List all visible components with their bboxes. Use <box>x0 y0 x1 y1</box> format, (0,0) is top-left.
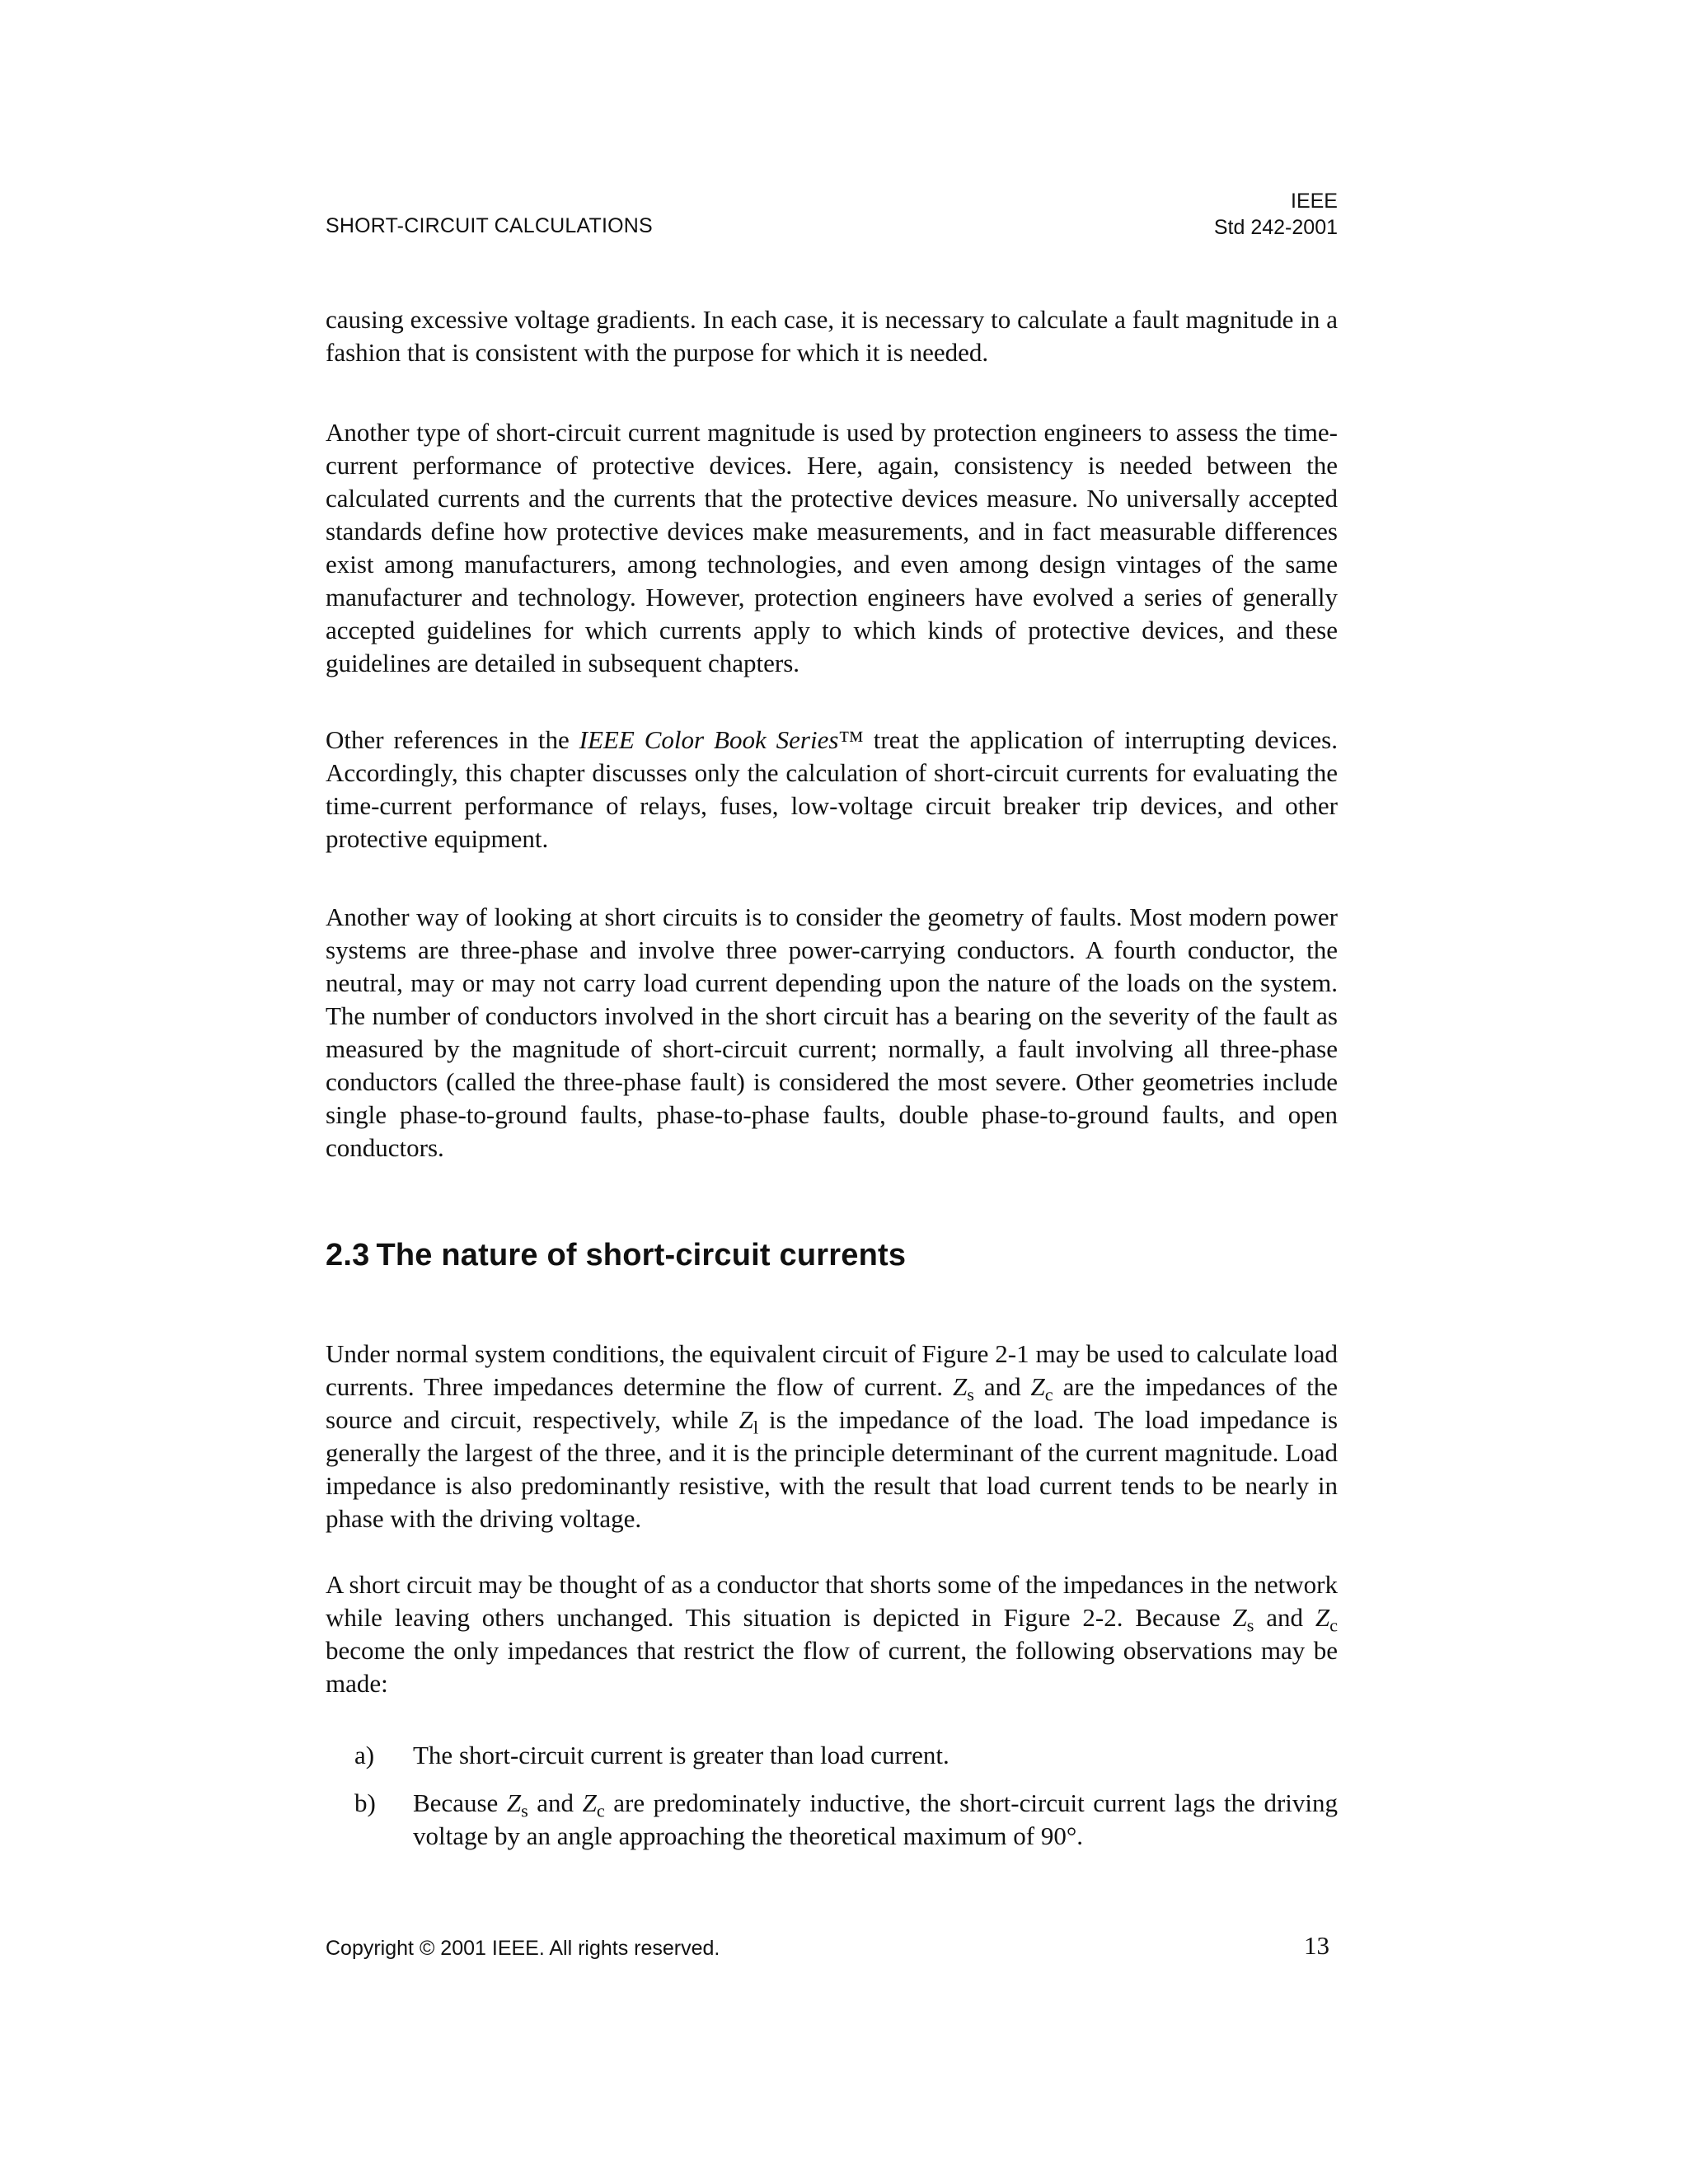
subscript-s: s <box>521 1800 528 1821</box>
paragraph-5-text <box>326 1338 1338 1535</box>
trademark-symbol: ™ <box>838 725 864 754</box>
paragraph-4 <box>326 901 1338 1165</box>
section-title: The nature of short-circuit currents <box>376 1238 907 1272</box>
list-item-b-suffix: are predominately inductive, the short-circuit current lags the driving voltage by an angle approaching the theoretical maximum of 90°. <box>413 1788 1339 1850</box>
list-item-b-prefix: Because <box>413 1788 507 1817</box>
conjunction-and: and <box>973 1372 1031 1401</box>
subscript-s: s <box>1246 1615 1254 1636</box>
running-header-standard <box>1214 188 1338 241</box>
subscript-s: s <box>967 1384 974 1405</box>
paragraph-3-text <box>326 724 1338 855</box>
symbol-z: Z <box>952 1372 968 1401</box>
symbol-z: Z <box>1232 1603 1247 1632</box>
subscript-c: c <box>1044 1384 1053 1405</box>
subscript-c: c <box>596 1800 605 1821</box>
section-number: 2.3 <box>326 1238 370 1272</box>
subscript-c: c <box>1329 1615 1339 1636</box>
symbol-z: Z <box>1030 1372 1045 1401</box>
paragraph-1 <box>326 303 1338 369</box>
paragraph-3-prefix: Other references in the <box>326 725 579 754</box>
paragraph-4-text: Another way of looking at short circuits is to consider the geometry of faults. Most modern power systems are three-phase and involve three power-carrying conductors. A fourth conductor, the neutral, may or may not carry load current depending upon the nature of the loads on the system. The number of conductors involved in the short circuit has a bearing on the severity of the fault as measured by the magnitude of short-circuit current; normally, a fault involving all three-phase conductors (called the three-phase fault) is considered the most severe. Other geometries include single phase-to-ground faults, phase-to-phase faults, double phase-to-ground faults, and open conductors. <box>326 902 1338 1162</box>
symbol-z: Z <box>738 1405 753 1434</box>
list-item-b-text <box>413 1788 1338 1850</box>
page-number: 13 <box>1304 1931 1329 1960</box>
header-org: IEEE <box>1291 190 1338 213</box>
paragraph-3-suffix: treat the application of interrupting devices. Accordingly, this chapter discusses only the calculation of short-circuit currents for evaluating the time-current performance of relays, fuses, low-voltage circuit breaker trip devices, and other protective equipment. <box>326 725 1338 853</box>
paragraph-5-part-a: Under normal system conditions, the equivalent circuit of Figure 2-1 may be used to calculate load currents. Three impedances determine the flow of current. <box>326 1339 1338 1401</box>
paragraph-3 <box>326 724 1338 855</box>
section-heading <box>326 1238 906 1273</box>
paragraph-6-part-b: and <box>1266 1603 1315 1632</box>
paragraph-5-part-c: is the impedance of the load. The load impedance is generally the largest of the three, and it is the principle determinant of the current magnitude. Load impedance is also predominantly resistive, with the result that load current tends to be nearly in phase with the driving voltage. <box>326 1405 1339 1533</box>
paragraph-2-text: Another type of short-circuit current magnitude is used by protection engineers to assess the time-current performance of protective devices. Here, again, consistency is needed between the calculated currents and the currents that the protective devices measure. No universally accepted standards define how protective devices make measurements, and in fact measurable differences exist among manufacturers, among technologies, and even among design vintages of the same manufacturer and technology. However, protection engineers have evolved a series of generally accepted guidelines for which currents apply to which kinds of protective devices, and these guidelines are detailed in subsequent chapters. <box>326 418 1338 677</box>
paragraph-5-part-b: are the impedances of the source and circuit, respectively, while <box>326 1372 1338 1434</box>
list-item <box>326 1787 1338 1853</box>
subscript-l: l <box>753 1417 759 1438</box>
list-item-a-text: The short-circuit current is greater than load current. <box>413 1741 950 1769</box>
observations-list <box>326 1739 1338 1868</box>
paragraph-6 <box>326 1568 1338 1700</box>
paragraph-6-part-c: become the only impedances that restrict the flow of current, the following observations may be made: <box>326 1636 1338 1698</box>
paragraph-6-part-a: A short circuit may be thought of as a conductor that shorts some of the impedances in the network while leaving others unchanged. This situation is depicted in Figure 2-2. Because <box>326 1570 1338 1632</box>
header-std-number: Std 242-2001 <box>1213 216 1338 239</box>
conjunction-and: and <box>528 1788 583 1817</box>
list-marker-b: b) <box>354 1788 376 1817</box>
list-item <box>326 1739 1338 1772</box>
symbol-z: Z <box>582 1788 597 1817</box>
paragraph-6-text <box>326 1568 1338 1700</box>
paragraph-5 <box>326 1338 1338 1535</box>
paragraph-1-text: causing excessive voltage gradients. In each case, it is necessary to calculate a fault magnitude in a fashion that is consistent with the purpose for which it is needed. <box>326 305 1338 367</box>
symbol-z: Z <box>506 1788 522 1817</box>
color-book-series-title: IEEE Color Book Series <box>579 725 839 754</box>
paragraph-2 <box>326 416 1338 680</box>
copyright-notice: Copyright © 2001 IEEE. All rights reserved. <box>326 1937 720 1960</box>
running-header-title: SHORT-CIRCUIT CALCULATIONS <box>326 214 653 237</box>
symbol-z: Z <box>1315 1603 1330 1632</box>
list-marker-a: a) <box>354 1741 375 1769</box>
